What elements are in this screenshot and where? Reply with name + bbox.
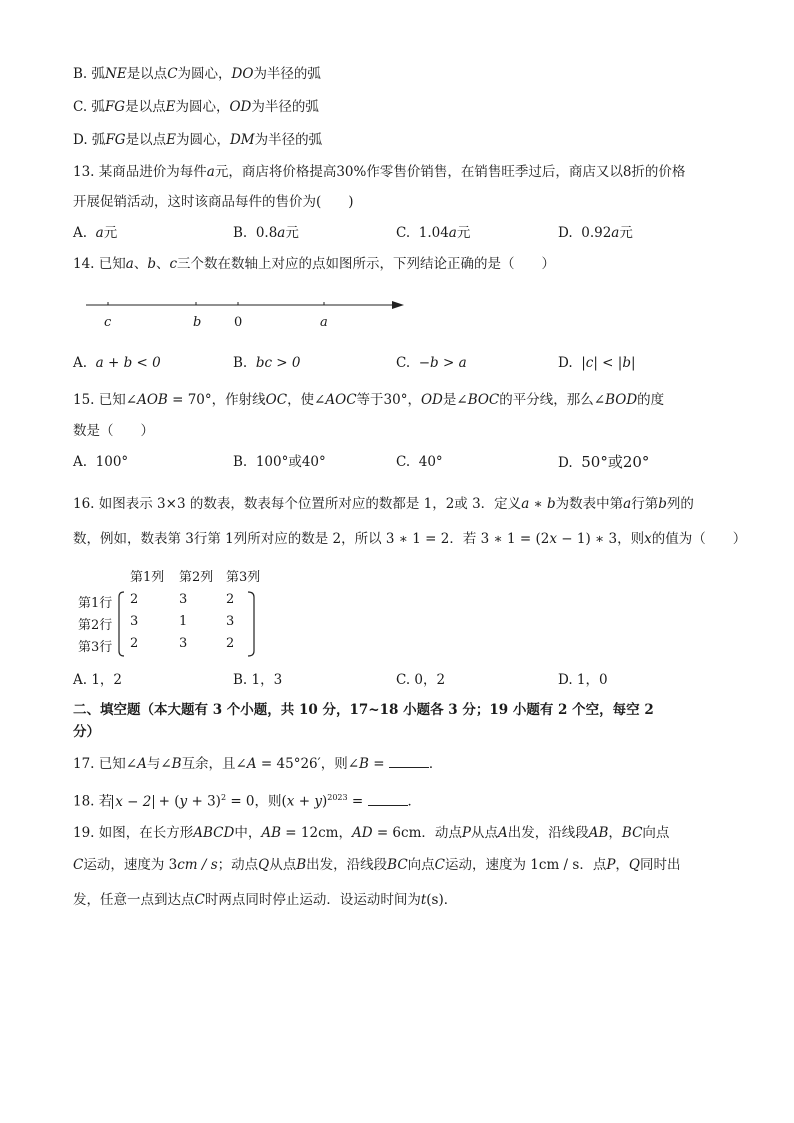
absolute-value: x − 2 [112,795,154,809]
q13-option-c: C. 1.04a元 [396,225,471,241]
section-2-heading: 二、填空题（本大题有 3 个小题，共 10 分，17~18 小题各 3 分；19 小题有 2 个空，每空 2 [73,702,654,718]
cell-r2c3: 3 [226,614,235,629]
row-header-3: 第3行 [78,640,113,655]
answer-blank[interactable] [389,753,429,768]
q14-option-b: B. bc > 0 [233,355,301,371]
q16-option-c: C. 0，2 [396,672,446,688]
q15-option-d: D. 50°或20° [558,453,650,471]
q19-stem-line1: 19. 如图，在长方形ABCD中，AB = 12cm，AD = 6cm．动点P从点A出发，沿线段AB，BC向点 [73,825,670,841]
cell-r2c1: 3 [130,614,139,629]
q16-stem-line1: 16. 如图表示 3×3 的数表，数表每个位置所对应的数都是 1，2或 3．定义a ∗ b为数表中第a行第b列的 [73,496,694,512]
q18-stem: 18. 若 $x - 2 + (y + 3)^2 = 0$，则$(x + y)^{2023}$ = ． [73,788,421,812]
row-header-1: 第1行 [78,596,113,611]
col-header-2: 第2列 [179,570,214,585]
cell-r3c3: 2 [226,636,235,651]
col-header-3: 第3列 [226,570,261,585]
q15-stem-line1: 15. 已知∠AOB = 70°，作射线OC，使∠AOC等于30°，OD是∠BOC的平分线，那么∠BOD的度 [73,392,665,408]
q12-option-d: D. 弧FG是以点E为圆心，DM为半径的弧 [73,132,323,148]
q14-options [73,353,713,373]
cell-r1c1: 2 [130,592,139,607]
number-line-arrow [392,301,404,309]
cell-r2c2: 1 [179,614,188,629]
q13-options [73,223,713,243]
cell-r1c3: 2 [226,592,235,607]
row-header-2: 第2行 [78,618,113,633]
cell-r3c1: 2 [130,636,139,651]
number-line-figure [86,294,406,334]
q13-stem-line1: 13. 某商品进价为每件a元，商店将价格提高30%作零售价销售，在销售旺季过后，商店又以8折的价格 [73,164,686,180]
label-a: a [320,315,328,330]
q13-stem-line2: 开展促销活动，这时该商品每件的售价为( ) [73,194,354,210]
col-header-1: 第1列 [130,570,165,585]
q19-stem-line3: 发，任意一点到达点C时两点同时停止运动．设运动时间为t(s)． [73,892,458,908]
q14-option-d: D. |c| < |b| [558,355,636,371]
q16-option-a: A. 1，2 [73,672,123,688]
q14-option-a: A. a + b < 0 [73,355,161,371]
section-2-heading-cont: 分） [73,724,100,740]
q12-option-c: C. 弧FG是以点E为圆心，OD为半径的弧 [73,99,319,115]
q15-options [73,452,713,472]
q13-option-a: A. a元 [73,225,118,241]
q12-option-b: B. 弧NE是以点C为圆心，DO为半径的弧 [73,66,321,82]
q15-stem-line2: 数是（ ） [73,423,154,439]
q17-stem: 17. 已知∠A与∠B互余，且∠A = 45°26′，则∠B = ． [73,753,442,774]
q14-option-c: C. −b > a [396,355,467,371]
q16-stem-line2: 数，例如，数表第 3行第 1列所对应的数是 2，所以 3 ∗ 1 = 2．若 3 ∗ 1 = (2x − 1) ∗ 3，则x的值为（ ） [73,531,747,547]
q19-stem-line2: C运动，速度为 3cm / s；动点Q从点B出发，沿线段BC向点C运动，速度为 1cm / s．点P，Q同时出 [73,857,681,873]
q15-option-a: A. 100° [73,454,129,470]
q16-option-b: B. 1，3 [233,672,283,688]
q15-option-c: C. 40° [396,454,443,470]
q15-option-b: B. 100°或40° [233,454,326,470]
number-table-figure [78,566,278,666]
q14-stem: 14. 已知a、b、c三个数在数轴上对应的点如图所示，下列结论正确的是（ ） [73,256,556,272]
answer-blank[interactable] [368,791,408,806]
cell-r3c2: 3 [179,636,188,651]
q13-option-b: B. 0.8a元 [233,225,299,241]
label-zero: 0 [234,315,243,330]
matrix-brackets [118,590,258,660]
label-c: c [104,315,112,330]
q13-option-d: D. 0.92a元 [558,225,633,241]
label-b: b [193,315,202,330]
cell-r1c2: 3 [179,592,188,607]
q16-option-d: D. 1，0 [558,672,608,688]
q16-options [73,670,713,690]
